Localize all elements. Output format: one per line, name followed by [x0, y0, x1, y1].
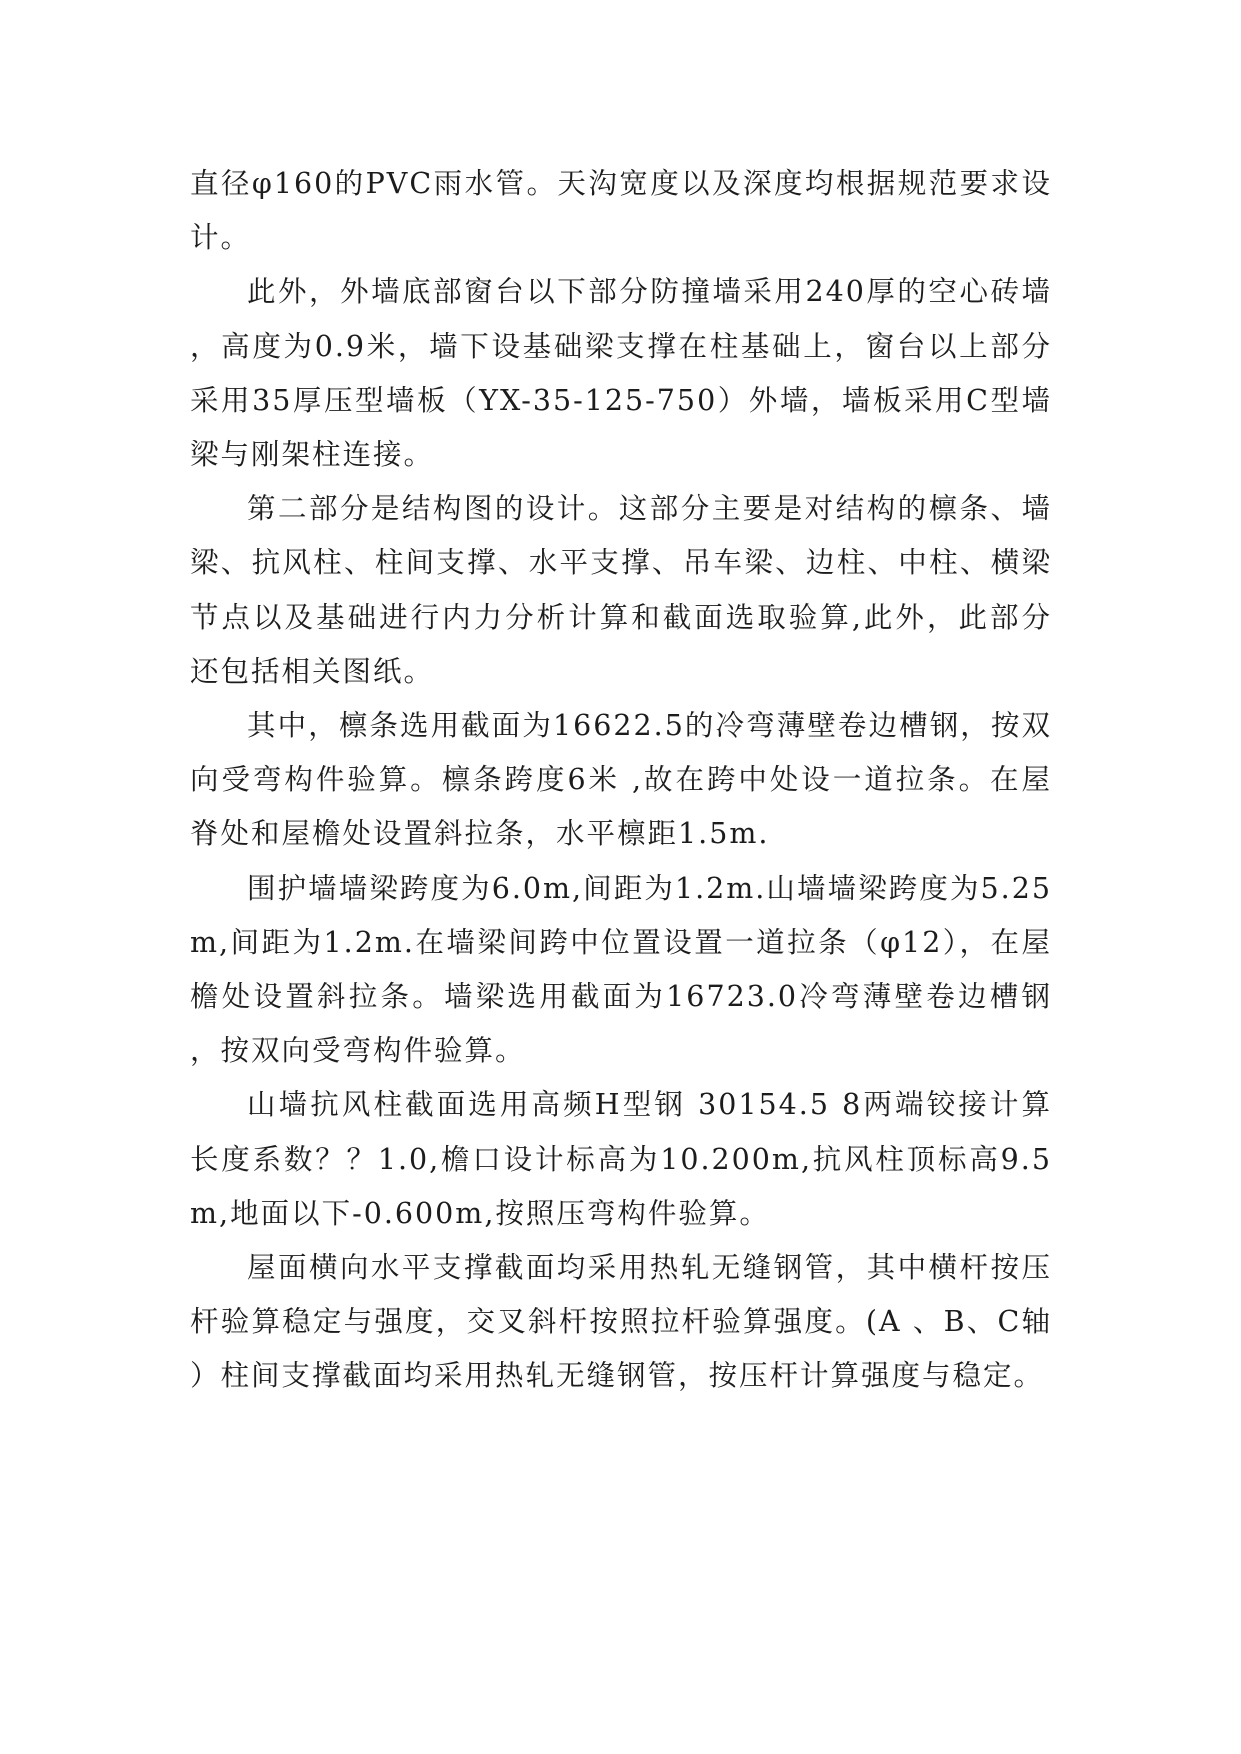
paragraph-6: 山墙抗风柱截面选用高频H型钢 30154.5 8两端铰接计算长度系数？？1.0,檐口设计标高为10.200m,抗风柱顶标高9.5m,地面以下-0.600m,按照压弯构件验算。	[190, 1088, 1052, 1230]
paragraph-7: 屋面横向水平支撑截面均采用热轧无缝钢管，其中横杆按压杆验算稳定与强度，交叉斜杆按照拉杆验算强度。(A 、B、C轴）柱间支撑截面均采用热轧无缝钢管，按压杆计算强度与稳定。	[190, 1251, 1052, 1393]
paragraph-3: 第二部分是结构图的设计。这部分主要是对结构的檩条、墙梁、抗风柱、柱间支撑、水平支撑、吊车梁、边柱、中柱、横梁节点以及基础进行内力分析计算和截面选取验算,此外，此部分还包括相关图纸。	[190, 492, 1052, 688]
paragraph-5: 围护墙墙梁跨度为6.0m,间距为1.2m.山墙墙梁跨度为5.25m,间距为1.2m.在墙梁间跨中位置设置一道拉条（φ12），在屋檐处设置斜拉条。墙梁选用截面为16723.0冷弯薄壁卷边槽钢，按双向受弯构件验算。	[190, 871, 1052, 1068]
paragraph-2: 此外，外墙底部窗台以下部分防撞墙采用240厚的空心砖墙，高度为0.9米，墙下设基础梁支撑在柱基础上，窗台以上部分采用35厚压型墙板（YX-35-125-750）外墙，墙板采用C型墙梁与刚架柱连接。	[190, 275, 1052, 472]
document-body	[190, 157, 1052, 1404]
paragraph-1: 直径φ160的PVC雨水管。天沟宽度以及深度均根据规范要求设计。	[190, 167, 1052, 255]
paragraph-4: 其中，檩条选用截面为16622.5的冷弯薄壁卷边槽钢，按双向受弯构件验算。檩条跨度6米 ,故在跨中处设一道拉条。在屋脊处和屋檐处设置斜拉条，水平檩距1.5m.	[190, 709, 1052, 851]
